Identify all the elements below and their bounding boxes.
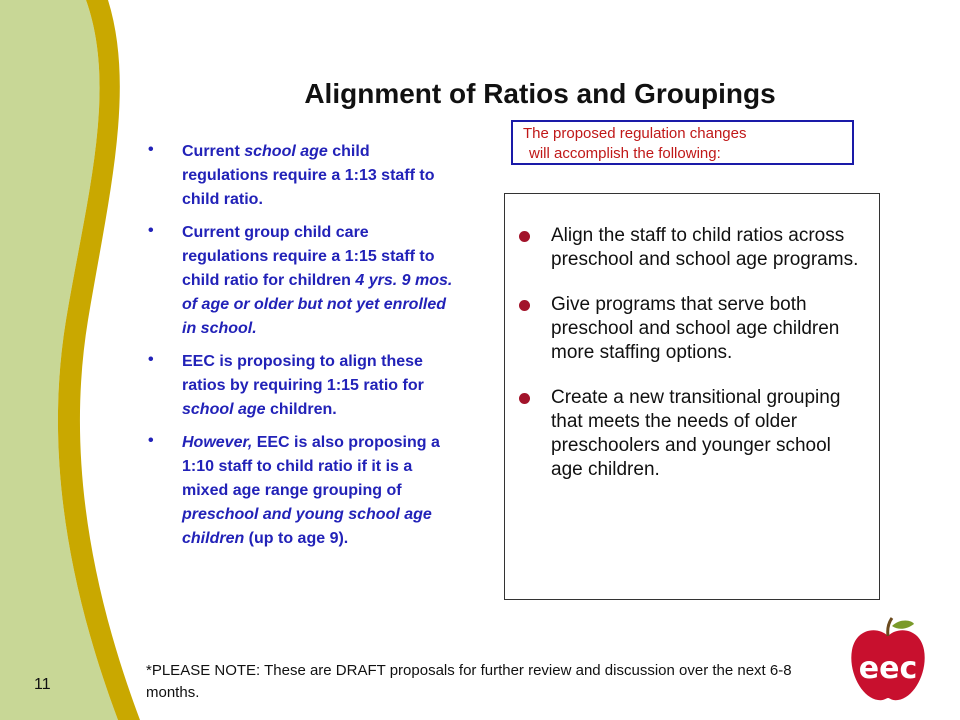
bullet-text-segment: child regulations require a 1:13 staff to child ratio. — [182, 143, 435, 208]
callout-line-2: will accomplish the following: — [529, 145, 721, 162]
draft-note: *PLEASE NOTE: These are DRAFT proposals for further review and discussion over the next 6-8 months. — [146, 662, 792, 701]
ratio-bullet-item — [148, 431, 458, 551]
outcomes-bullet-list — [519, 224, 859, 503]
outcome-text: Align the staff to child ratios across preschool and school age programs. — [551, 225, 859, 270]
outcomes-panel — [504, 193, 880, 600]
page-number: 11 — [34, 676, 51, 693]
bullet-text-segment: school age — [244, 143, 328, 160]
bullet-text-segment: preschool and young school age children — [182, 506, 432, 547]
bullet-text-segment: children. — [265, 401, 337, 418]
ratio-bullet-item — [148, 221, 458, 341]
round-bullet-icon — [519, 393, 530, 404]
bullet-text-segment: 4 yrs. 9 mos. of age or older but not yet enrolled in school. — [182, 272, 453, 337]
round-bullet-icon — [519, 300, 530, 311]
outcome-bullet-item — [519, 386, 859, 482]
callout-box — [511, 120, 854, 165]
callout-line-1: The proposed regulation changes — [523, 125, 747, 142]
bullet-icon: • — [148, 222, 154, 239]
decorative-side-stripes — [0, 0, 170, 720]
outcome-text: Create a new transitional grouping that meets the needs of older preschoolers and younger school age children. — [551, 387, 841, 480]
logo-text: eec — [858, 651, 918, 686]
round-bullet-icon — [519, 231, 530, 242]
bullet-text-segment: school age — [182, 401, 266, 418]
bullet-icon: • — [148, 141, 154, 158]
bullet-text-segment: However, — [182, 434, 253, 451]
ratio-bullet-item — [148, 350, 458, 422]
bullet-text-segment: (up to age 9). — [244, 530, 349, 547]
outcome-bullet-item — [519, 224, 859, 272]
bullet-icon: • — [148, 351, 154, 368]
ratio-bullet-item — [148, 140, 458, 212]
bullet-text-segment: Current group child care regulations require a 1:15 staff to child ratio for children — [182, 224, 435, 289]
eec-logo — [842, 616, 934, 708]
bullet-text-segment: Current — [182, 143, 245, 160]
outcome-text: Give programs that serve both preschool and school age children more staffing options. — [551, 294, 840, 363]
apple-icon — [851, 618, 924, 700]
ratio-bullet-list — [148, 140, 458, 560]
slide-title: Alignment of Ratios and Groupings — [304, 78, 776, 109]
outcome-bullet-item — [519, 293, 859, 365]
bullet-text-segment: EEC is also proposing a 1:10 staff to child ratio if it is a mixed age range grouping of — [182, 434, 440, 499]
bullet-text-segment: EEC is proposing to align these ratios by requiring 1:15 ratio for — [182, 353, 424, 394]
bullet-icon: • — [148, 432, 154, 449]
